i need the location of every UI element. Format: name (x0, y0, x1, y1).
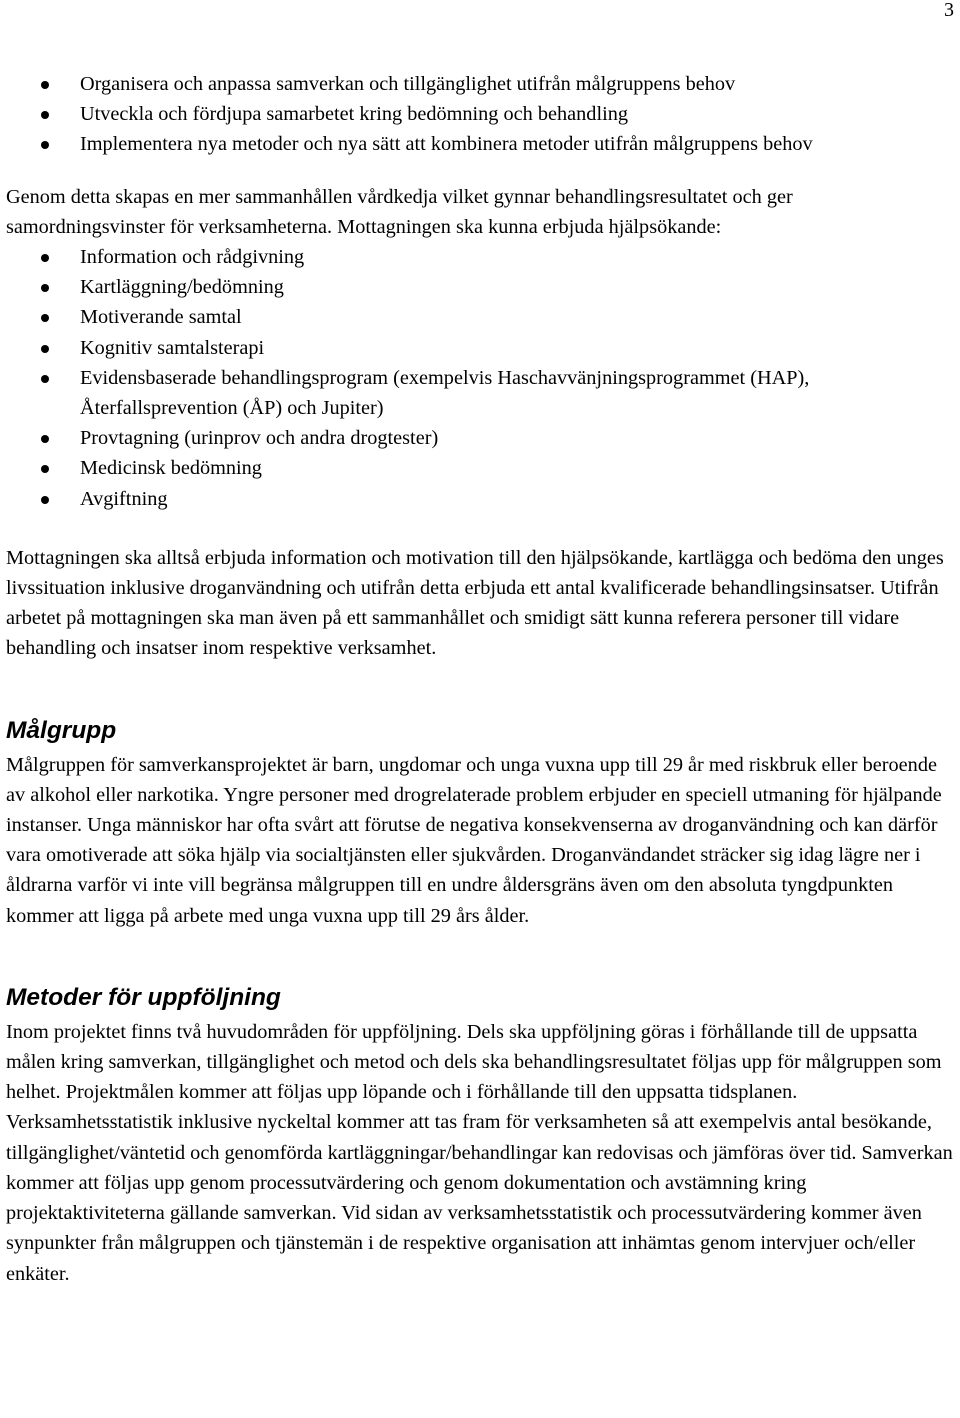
section-heading-malgrupp: Målgrupp (6, 716, 117, 744)
page-number: 3 (944, 0, 954, 21)
document-body (6, 69, 954, 1289)
paragraph: Genom detta skapas en mer sammanhållen vårdkedja vilket gynnar behandlingsresultatet och ger samordningsvinster för verksamheterna. Mottagningen ska kunna erbjuda hjälpsökande: (6, 185, 793, 238)
list-item: Kartläggning/bedömning (6, 272, 954, 302)
list-item: Medicinsk bedömning (6, 453, 954, 483)
list-item: Evidensbaserade behandlingsprogram (exempelvis Haschavvänjningsprogrammet (HAP), Återfallsprevention (ÅP) och Jupiter) (6, 363, 954, 423)
services-list (6, 242, 954, 514)
section-heading-metoder: Metoder för uppföljning (6, 983, 281, 1011)
list-item: Kognitiv samtalsterapi (6, 333, 954, 363)
goals-list (6, 69, 954, 160)
list-item: Organisera och anpassa samverkan och tillgänglighet utifrån målgruppens behov (6, 69, 954, 99)
paragraph: Målgruppen för samverkansprojektet är barn, ungdomar och unga vuxna upp till 29 år med riskbruk eller beroende av alkohol eller narkotika. Yngre personer med drogrelaterade problem erbjuder en speciell utmaning för hjälpande instanser. Unga människor har ofta svårt att förutse de negativa konsekvenserna av droganvändning och kan därför vara omotiverade att söka hjälp via socialtjänsten eller sjukvården. Droganvändandet sträcker sig idag lägre ner i åldrarna varför vi inte vill begränsa målgruppen till en undre åldersgräns även om den absoluta tyngdpunkten kommer att ligga på arbete med unga vuxna upp till 29 års ålder. (6, 753, 942, 927)
list-item: Implementera nya metoder och nya sätt att kombinera metoder utifrån målgruppens behov (6, 129, 954, 159)
list-item: Avgiftning (6, 484, 954, 514)
paragraph: Mottagningen ska alltså erbjuda information och motivation till den hjälpsökande, kartlägga och bedöma den unges livssituation inklusive droganvändning och utifrån detta erbjuda ett antal kvalificerade behandlingsinsatser. Utifrån arbetet på mottagningen ska man även på ett sammanhållet och smidigt sätt kunna referera personer till vidare behandling och insatser inom respektive verksamhet. (6, 546, 944, 660)
list-item: Provtagning (urinprov och andra drogtester) (6, 423, 954, 453)
paragraph: Inom projektet finns två huvudområden för uppföljning. Dels ska uppföljning göras i förhållande till de uppsatta målen kring samverkan, tillgänglighet och metod och dels ska behandlingsresultatet följas upp för målgruppen som helhet. Projektmålen kommer att följas upp löpande och i förhållande till den uppsatta tidsplanen. Verksamhetsstatistik inklusive nyckeltal kommer att tas fram för verksamheten så att exempelvis antal besökande, tillgänglighet/väntetid och genomförda kartläggningar/behandlingar kan redovisas och jämföras över tid. Samverkan kommer att följas upp genom processutvärdering och genom dokumentation och avstämning kring projektaktiviteterna gällande samverkan. Vid sidan av verksamhetsstatistik och processutvärdering kommer även synpunkter från målgruppen och tjänstemän i de respektive organisation att inhämtas genom intervjuer och/eller enkäter. (6, 1020, 953, 1285)
list-item: Motiverande samtal (6, 302, 954, 332)
list-item: Information och rådgivning (6, 242, 954, 272)
list-item: Utveckla och fördjupa samarbetet kring bedömning och behandling (6, 99, 954, 129)
